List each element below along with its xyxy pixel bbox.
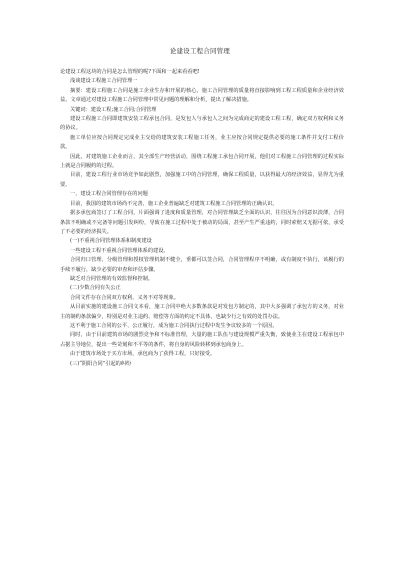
- paragraph: 浅谈建设工程施工合同管理一: [70, 78, 138, 85]
- paragraph: 从目前实施的建设施工合同文本看，施工合同中绝大多数条款是对发包方制定的，其中大多强调了承包方的义务，对业主的制约条款偏少，特别是对业主违约、赔偿等方面的约定不具体，也缺少行之有效的处罚办法。: [60, 304, 344, 320]
- paragraph: 这不利于施工合同的公平、公正履行，成为施工合同执行过程中发生争议较多的一个原因。: [70, 322, 278, 329]
- paragraph: 由于建筑市场处于买方市场，承包商为了获得工程，只好接受。: [70, 351, 216, 358]
- paragraph: 合同归口管理、分级管理和授权管理机制不健全，垂都可以签合同，合同管理程序不明确，或有制度不执行，该履行的手续不履行，缺少必要的审查和评估步骤。: [60, 257, 344, 273]
- paragraph: 目前，建设工程行业市场竞争如此剧烈，加强施工中的合同管理，确保工程质量，以获得最大的经济效益，显得尤为重要。: [60, 172, 344, 188]
- paragraph: 同时，由于目前建筑市场的剧烈竞争和不标准管理，大量的施工队伍与建设规模严重失衡，致使业主在建设工程承包中占据主导地位，提出一些苛刻和不平等的条件，将自身的风险转移到承包商身上。: [60, 332, 344, 348]
- paragraph: 摘要：建设工程施工合同是施工企业生存和开展的核心，施工合同管理的质量将直接影响到工程工程质量和企业经济效益。文章通过对建设工程施工合同管理中常见问题的理解和分析，提出了解决措施。: [60, 87, 344, 104]
- paragraph: 关键词：建设工程;施工合同;合同管理: [70, 106, 157, 113]
- document-title: 论建设工程合同管理: [169, 47, 231, 55]
- paragraph: 施工单位应按合同规定完成业主交给的建筑安装工程施工任务，业主应按合同规定提供必要的施工条件并支付工程价款。: [60, 134, 344, 151]
- paragraph: 目前，我国的建筑市场尚不完善，施工企业普遍缺乏对建筑工程施工合同管理的正确认识。: [70, 200, 278, 207]
- paragraph: 缺乏对合同管理的有效监督和控制。: [70, 275, 154, 282]
- paragraph: 因此，对建筑施工企业而言，其全部生产经营活动，围绕工程施工承包合同开展，他们对工程施工合同管理的过程实际上就是合同履约的过程。: [60, 153, 344, 170]
- document-body: [60, 68, 344, 369]
- section-heading: (三)“阴阳合同”引起的纠纷: [70, 360, 132, 367]
- paragraph: 据多承包商签订了工程合同，片面强调了进度和质量管理，对合同管理缺乏全面的认识，往往因为合同意识淡薄，合同条款不明确或不完备等问题引发纠纷，导致在施工过程中处于被动的局面，甚至产生严重违约，同时索赔又无据可依，承受了不必要的经济损失。: [60, 210, 344, 235]
- paragraph: 一些建设工程不重视合同管理体系的建设。: [70, 247, 169, 254]
- section-heading: (二)少数合同有失公正: [70, 285, 121, 292]
- paragraph: 论建设工程这块的合同是怎么管理的呢?下面和一起来看看吧!: [60, 69, 200, 75]
- section-heading: (一)不重视合同管理体系和制度建设: [70, 238, 152, 245]
- paragraph: 合同文件存在合同双方权利、义务不对等现象。: [70, 294, 179, 301]
- section-heading: 一、建设工程合同管理存在的问题: [70, 191, 148, 198]
- paragraph: 建设工程施工合同即建筑安装工程承包合同，是发包人与承包人之间为完成商定的建设工程工程，确定双方权利和义务的协议。: [60, 116, 344, 132]
